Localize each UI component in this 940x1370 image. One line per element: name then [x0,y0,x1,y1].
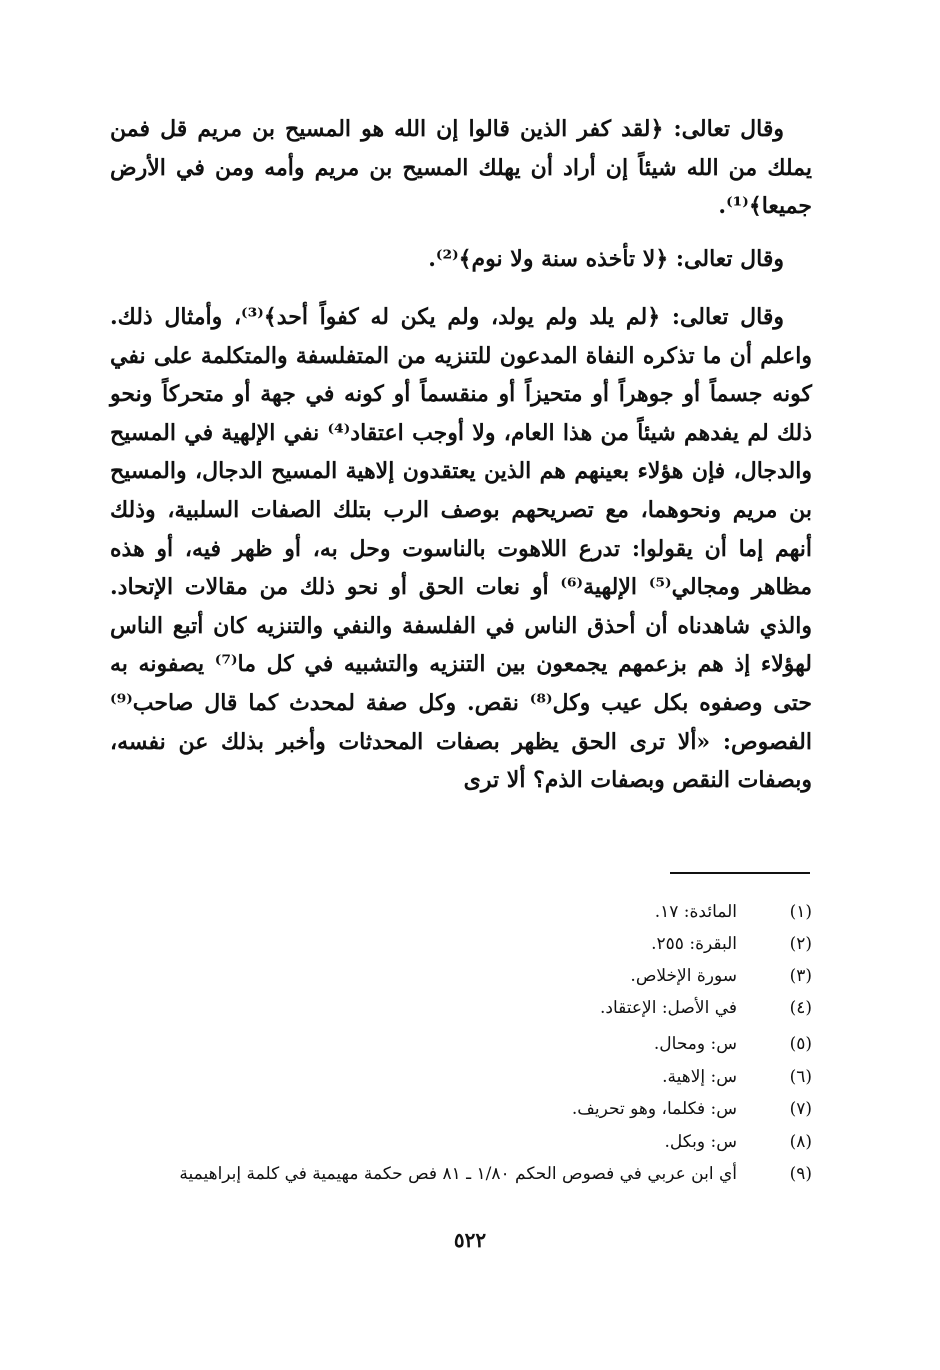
footnote-text: س: ومحال. [653,1034,737,1054]
body-paragraph-2: وقال تعالى: ﴿لا تأخذه سنة ولا نوم﴾⁽²⁾. [428,246,784,272]
footnote-text: سورة الإخلاص. [630,966,737,986]
footnote-number: (٦) [789,1067,812,1087]
footnote-1 [100,897,812,927]
body-paragraph-3: وقال تعالى: ﴿لم يلد ولم يولد، ولم يكن له كفواً أحد﴾⁽³⁾، وأمثال ذلك. واعلم أن ما تذكره النفاة المدعون للتنزيه من المتفلسفة والمتكلمة على نفي كونه جسماً أو جوهراً أو متحيزاً أو منقسماً أو كونه في جهة أو متحركاً ونحو ذلك لم يفدهم شيئاً من هذا العام، ولا أوجب اعتقاد⁽⁴⁾ نفي الإلهية في المسيح والدجال، فإن هؤلاء بعينهم هم الذين يعتقدون إلاهية المسيح الدجال، والمسيح بن مريم ونحوهما، مع تصريحهم بوصف الرب بتلك الصفات السلبية، وذلك أنهم إما أن يقولوا: تدرع اللاهوت بالناسوت وحل به، أو ظهر فيه، أو هذه مظاهر ومجالي⁽⁵⁾ الإلهية⁽⁶⁾ أو نعات الحق أو نحو ذلك من مقالات الإتحاد. والذي شاهدناه أن أحذق الناس في الفلسفة والنفي والتنزيه كان أتبع الناس لهؤلاء إذ هم بزعمهم يجمعون بين التنزيه والتشبيه في كل ما⁽⁷⁾ يصفونه به حتى وصفوه بكل عيب وكل⁽⁸⁾ نقص. وكل صفة لمحدث كما قال صاحب⁽⁹⁾ الفصوص: «ألا ترى الحق يظهر بصفات المحدثات وأخبر بذلك عن نفسه، وبصفات النقص وبصفات الذم؟ ألا ترى [110,304,813,794]
footnote-number: (١) [789,902,812,922]
footnote-number: (٣) [789,966,812,986]
footnote-5 [100,1029,812,1059]
footnote-separator [670,872,810,874]
footnote-number: (٥) [789,1034,812,1054]
footnote-text: البقرة: ٢٥٥. [651,934,737,954]
footnote-text: س: فكلما، وهو تحريف. [571,1099,737,1119]
footnote-8 [100,1127,812,1157]
footnote-3 [100,961,812,991]
footnote-6 [100,1062,812,1092]
footnote-7 [100,1094,812,1124]
page-number: ٥٢٢ [453,1228,487,1252]
footnote-text: س: إلاهية. [662,1067,737,1087]
footnote-text: أي ابن عربي في فصوص الحكم ١/٨٠ ـ ٨١ فص حكمة مهيمية في كلمة إبراهيمية [179,1164,737,1184]
footnote-number: (٨) [789,1132,812,1152]
footnote-text: المائدة: ١٧. [654,902,737,922]
footnote-number: (٩) [789,1164,812,1184]
footnote-number: (٢) [789,934,812,954]
footnote-9 [100,1159,812,1189]
footnote-text: س: وبكل. [664,1132,737,1152]
footnote-text: في الأصل: الإعتقاد. [599,998,737,1018]
footnote-number: (٤) [789,998,812,1018]
footnote-2 [100,929,812,959]
footnote-4 [100,993,812,1023]
body-paragraph-1: وقال تعالى: ﴿لقد كفر الذين قالوا إن الله هو المسيح بن مريم قل فمن يملك من الله شيئاً إن أراد أن يهلك المسيح بن مريم وأمه ومن في الأرض جميعا﴾⁽¹⁾. [110,116,812,220]
footnote-number: (٧) [789,1099,812,1119]
